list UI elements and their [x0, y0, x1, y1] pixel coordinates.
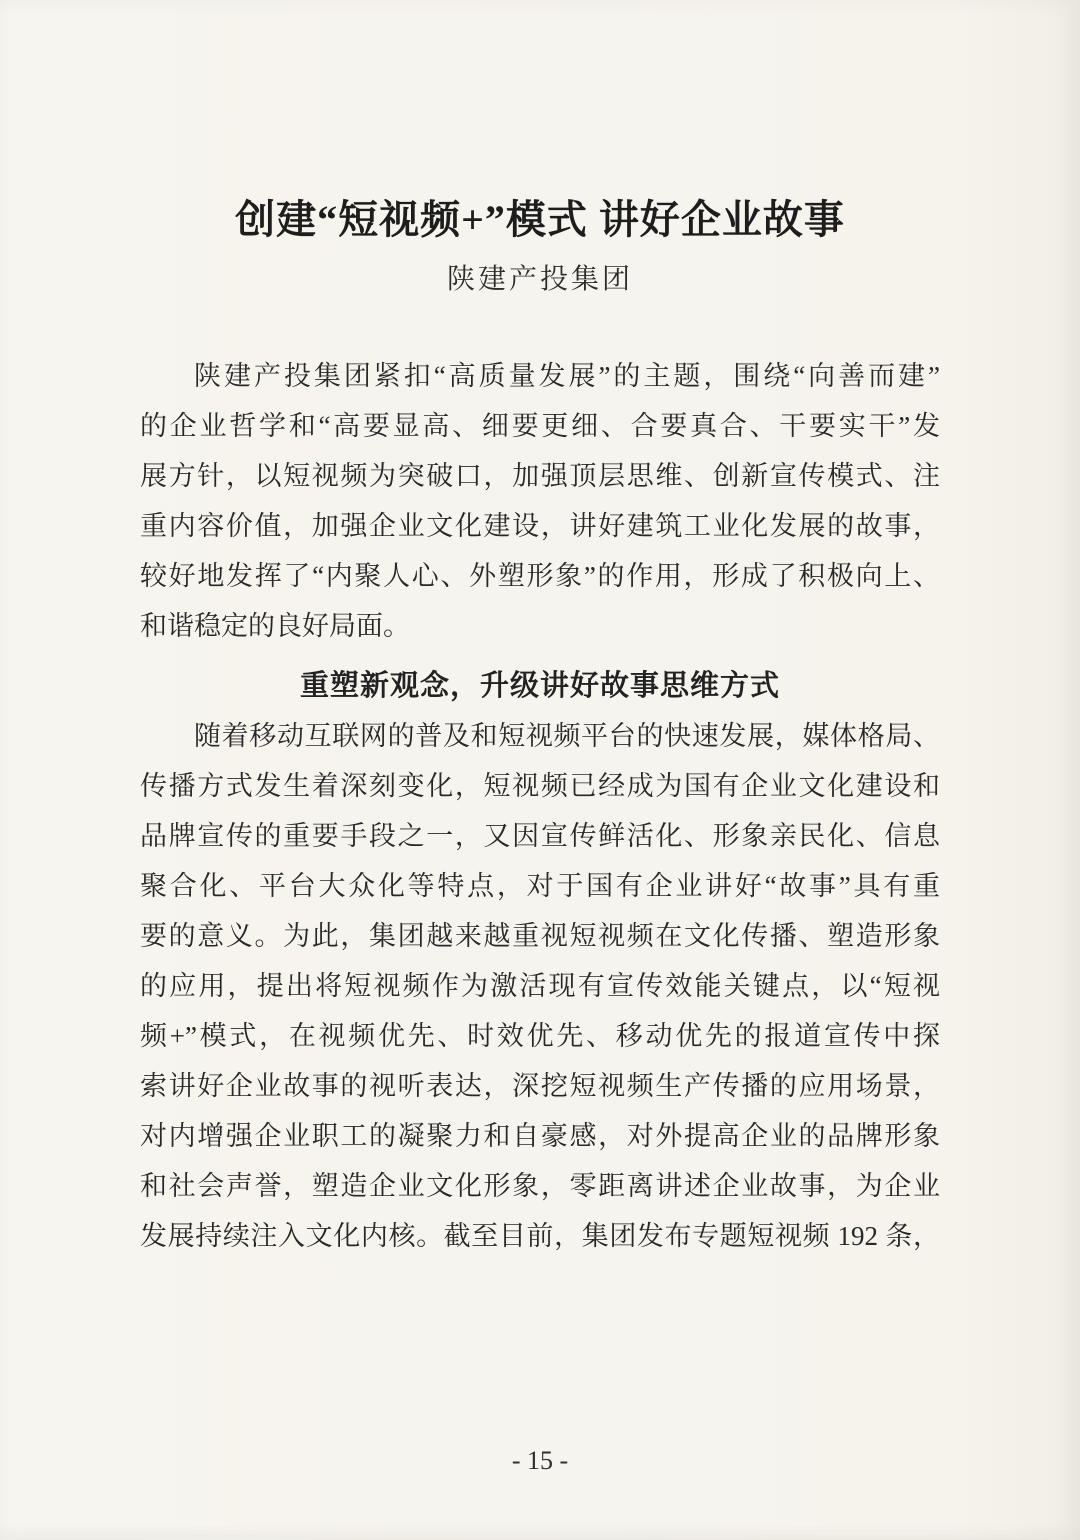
- text-line: 对内增强企业职工的凝聚力和自豪感，对外提高企业的品牌形象: [140, 1121, 940, 1151]
- text-line: 聚合化、平台大众化等特点，对于国有企业讲好“故事”具有重: [140, 871, 940, 901]
- text-line: 索讲好企业故事的视听表达，深挖短视频生产传播的应用场景，: [140, 1071, 940, 1101]
- text-line: 要的意义。为此，集团越来越重视短视频在文化传播、塑造形象: [140, 921, 940, 951]
- text-line: 随着移动互联网的普及和短视频平台的快速发展，媒体格局、: [194, 721, 940, 751]
- section-heading: 重塑新观念，升级讲好故事思维方式: [299, 670, 780, 702]
- text-line: 较好地发挥了“内聚人心、外塑形象”的作用，形成了积极向上、: [140, 561, 940, 591]
- text-line: 发展持续注入文化内核。截至目前，集团发布专题短视频 192 条，: [140, 1221, 940, 1251]
- document-title: 创建“短视频+”模式 讲好企业故事: [235, 197, 845, 242]
- text-line: 传播方式发生着深刻变化，短视频已经成为国有企业文化建设和: [140, 771, 940, 801]
- text-line: 展方针，以短视频为突破口，加强顶层思维、创新宣传模式、注: [140, 461, 940, 491]
- text-line: 重内容价值，加强企业文化建设，讲好建筑工业化发展的故事，: [140, 511, 940, 541]
- text-line: 品牌宣传的重要手段之一，又因宣传鲜活化、形象亲民化、信息: [140, 821, 940, 851]
- text-line: 频+”模式，在视频优先、时效优先、移动优先的报道宣传中探: [140, 1021, 940, 1051]
- document-body: [140, 351, 940, 1261]
- text-line: 的应用，提出将短视频作为激活现有宣传效能关键点，以“短视: [140, 971, 940, 1001]
- paragraph-1: [140, 351, 940, 651]
- text-line: 和社会声誉，塑造企业文化形象，零距离讲述企业故事，为企业: [140, 1171, 940, 1201]
- paragraph-2: [140, 711, 940, 1261]
- page-number: - 15 -: [511, 1446, 569, 1475]
- text-line: 陕建产投集团紧扣“高质量发展”的主题，围绕“向善而建”: [194, 361, 940, 391]
- text-line: 的企业哲学和“高要显高、细要更细、合要真合、干要实干”发: [140, 411, 940, 441]
- text-line: 和谐稳定的良好局面。: [140, 611, 410, 641]
- document-author: 陕建产投集团: [446, 264, 633, 295]
